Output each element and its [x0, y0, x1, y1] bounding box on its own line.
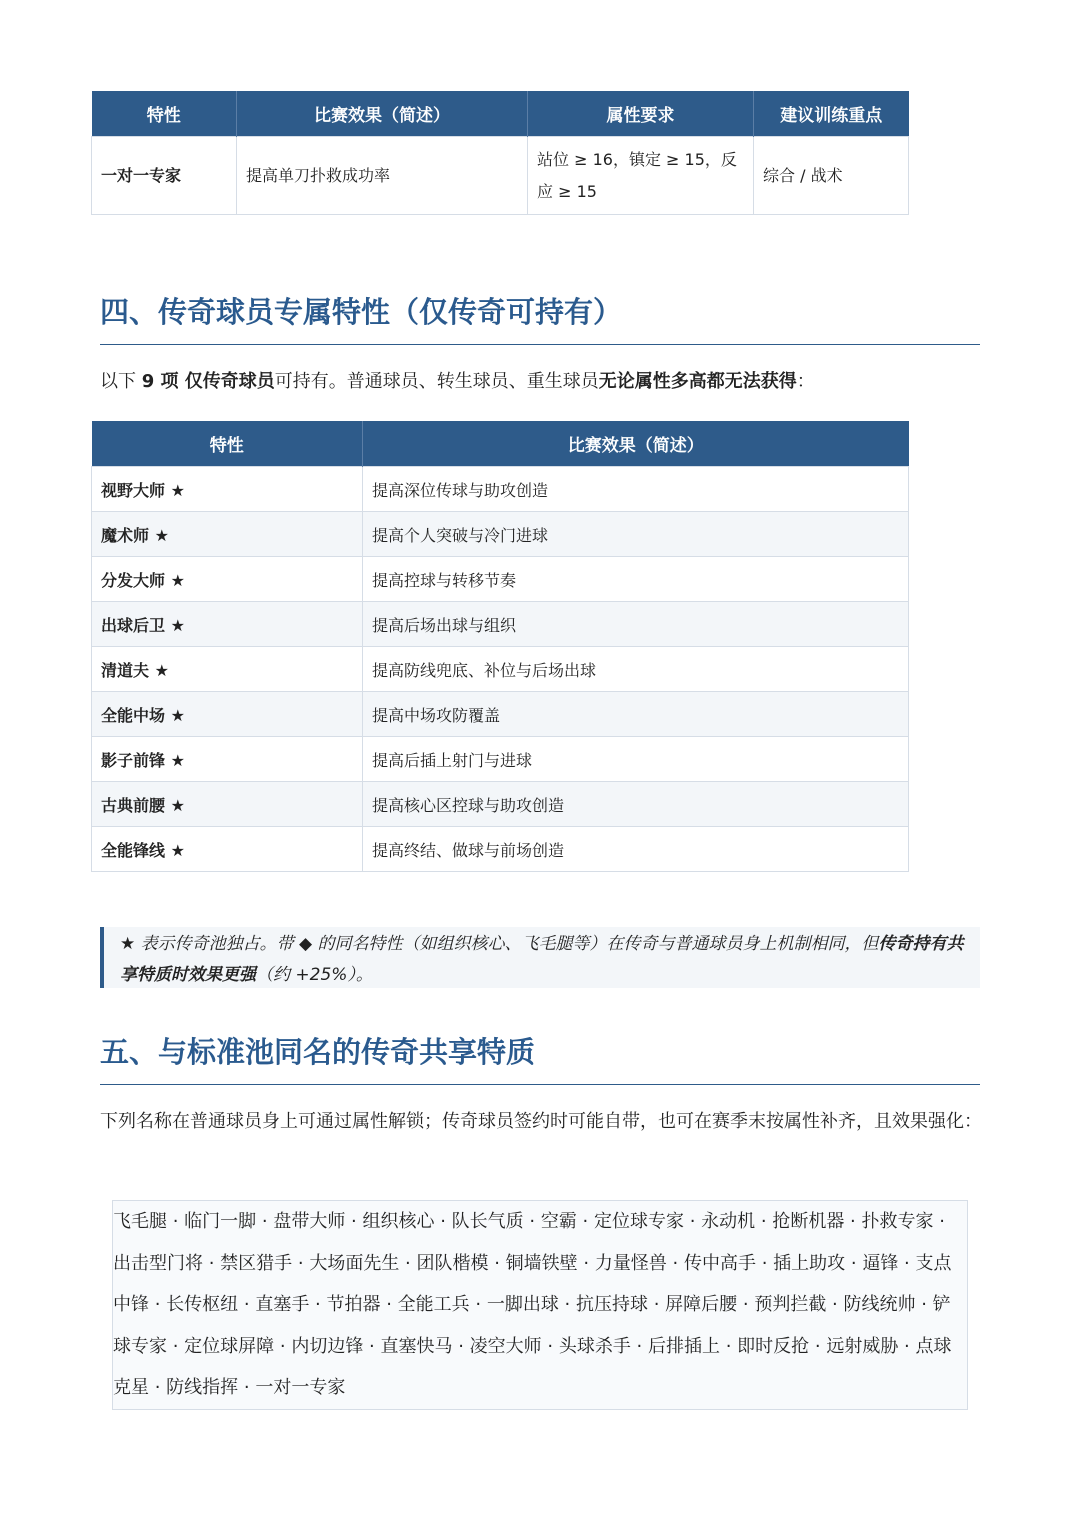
- trait-name: [92, 467, 363, 512]
- trait-name: [92, 602, 363, 647]
- note-bold: 传奇持有共享特质时效果更强: [120, 934, 964, 985]
- trait-training: 综合 / 战术: [754, 137, 909, 215]
- trait-label: 清道夫: [101, 660, 150, 680]
- trait-effect: 提高深位传球与助攻创造: [363, 467, 909, 512]
- goalkeeper-trait-table: [91, 91, 909, 215]
- trait-effect: 提高单刀扑救成功率: [237, 137, 528, 215]
- trait-name: [92, 827, 363, 872]
- star-icon: ★: [170, 795, 185, 815]
- trait-label: 全能锋线: [101, 840, 166, 860]
- intro-bold-1: 9 项 仅传奇球员: [141, 371, 275, 392]
- table-header-row: [92, 91, 909, 137]
- intro-bold-2: 无论属性多高都无法获得: [598, 371, 797, 392]
- trait-name: [92, 737, 363, 782]
- trait-label: 古典前腰: [101, 795, 166, 815]
- trait-name: [92, 647, 363, 692]
- section-heading-legendary-traits: 四、传奇球员专属特性（仅传奇可持有）: [100, 292, 980, 345]
- trait-label: 出球后卫: [101, 615, 166, 635]
- intro-text-2: 可持有。普通球员、转生球员、重生球员: [274, 371, 599, 392]
- column-header-requirement: 属性要求: [528, 91, 754, 137]
- star-icon: ★: [170, 570, 185, 590]
- shared-intro-paragraph: 下列名称在普通球员身上可通过属性解锁；传奇球员签约时可能自带，也可在赛季末按属性补齐，且效果强化：: [100, 1111, 982, 1132]
- table-row: [92, 782, 909, 827]
- trait-requirement: 站位 ≥ 16，镇定 ≥ 15，反应 ≥ 15: [528, 137, 754, 215]
- star-icon: ★: [170, 705, 185, 725]
- star-icon: ★: [154, 525, 169, 545]
- table-row: [92, 467, 909, 512]
- shared-trait-list-box: [112, 1200, 968, 1410]
- column-header-effect: 比赛效果（简述）: [363, 421, 909, 467]
- star-icon: ★: [170, 840, 185, 860]
- table-header-row: [92, 421, 909, 467]
- trait-label: 视野大师: [101, 480, 166, 500]
- intro-text-3: ：: [796, 371, 815, 392]
- trait-effect: 提高控球与转移节奏: [363, 557, 909, 602]
- star-icon: ★: [170, 615, 185, 635]
- column-header-training: 建议训练重点: [754, 91, 909, 137]
- table-row: [92, 737, 909, 782]
- star-icon: ★: [170, 750, 185, 770]
- table-row: [92, 557, 909, 602]
- column-header-trait: 特性: [92, 91, 237, 137]
- section-heading-shared-traits: 五、与标准池同名的传奇共享特质: [100, 1032, 980, 1085]
- trait-label: 分发大师: [101, 570, 166, 590]
- table-row: [92, 512, 909, 557]
- trait-label: 影子前锋: [101, 750, 166, 770]
- trait-effect: 提高核心区控球与助攻创造: [363, 782, 909, 827]
- legendary-note-callout: [100, 927, 980, 988]
- trait-label: 魔术师: [101, 525, 150, 545]
- trait-effect: 提高中场攻防覆盖: [363, 692, 909, 737]
- legendary-intro-paragraph: [100, 360, 982, 404]
- table-row: [92, 827, 909, 872]
- table-row: [92, 602, 909, 647]
- note-text-2: （约 +25%）。: [256, 965, 373, 985]
- table-row: [92, 137, 909, 215]
- trait-effect: 提高后插上射门与进球: [363, 737, 909, 782]
- trait-name: 一对一专家: [92, 137, 237, 215]
- legendary-trait-table: [91, 421, 909, 872]
- shared-trait-list: 飞毛腿 · 临门一脚 · 盘带大师 · 组织核心 · 队长气质 · 空霸 · 定位球专家 · 永动机 · 抢断机器 · 扑救专家 · 出击型门将 · 禁区猎手 · 大场面先生 · 团队楷模 · 铜墙铁壁 · 力量怪兽 · 传中高手 · 插上助攻 · 逼锋 · 支点中锋 · 长传枢纽 · 直塞手 · 节拍器 · 全能工兵 · 一脚出球 · 抗压持球 · 屏障后腰 · 预判拦截 · 防线统帅 · 铲球专家 · 定位球屏障 · 内切边锋 · 直塞快马 · 凌空大师 · 头球杀手 · 后排插上 · 即时反抢 · 远射威胁 · 点球克星 · 防线指挥 · 一对一专家: [113, 1211, 952, 1399]
- trait-effect: 提高防线兜底、补位与后场出球: [363, 647, 909, 692]
- trait-name: [92, 512, 363, 557]
- trait-effect: 提高终结、做球与前场创造: [363, 827, 909, 872]
- trait-effect: 提高后场出球与组织: [363, 602, 909, 647]
- star-icon: ★: [154, 660, 169, 680]
- column-header-effect: 比赛效果（简述）: [237, 91, 528, 137]
- trait-name: [92, 692, 363, 737]
- trait-label: 全能中场: [101, 705, 166, 725]
- trait-name: [92, 782, 363, 827]
- trait-effect: 提高个人突破与冷门进球: [363, 512, 909, 557]
- note-text-1: ★ 表示传奇池独占。带 ◆ 的同名特性（如组织核心、飞毛腿等）在传奇与普通球员身上机制相同，但: [120, 934, 879, 954]
- column-header-trait: 特性: [92, 421, 363, 467]
- intro-text-1: 以下: [100, 371, 142, 392]
- star-icon: ★: [170, 480, 185, 500]
- trait-name: [92, 557, 363, 602]
- table-row: [92, 692, 909, 737]
- table-row: [92, 647, 909, 692]
